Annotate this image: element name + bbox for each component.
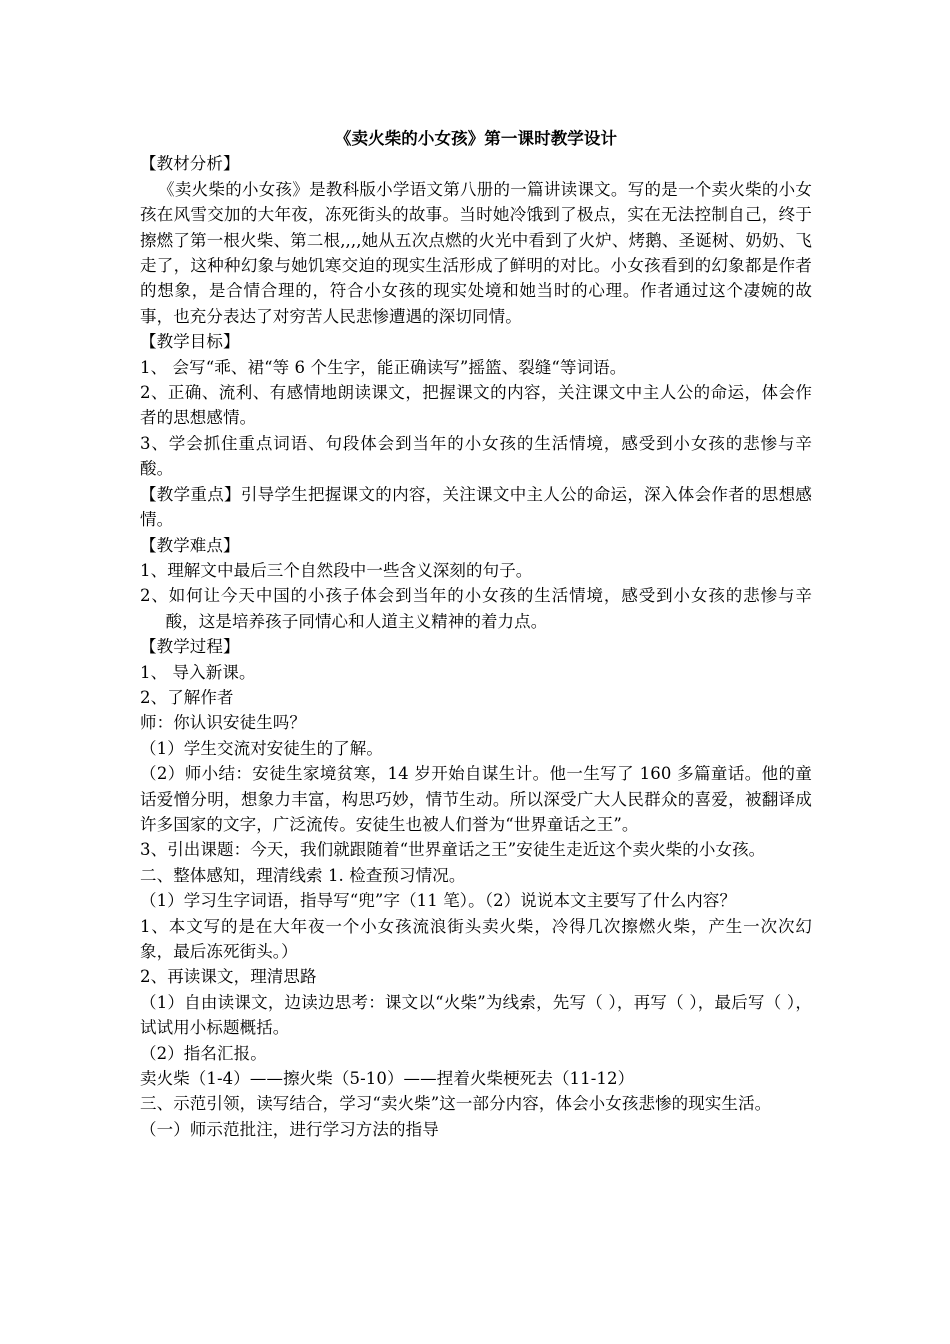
process-step-2: 2、了解作者 <box>140 687 234 707</box>
goal-item-3: 3、学会抓住重点词语、句段体会到当年的小女孩的生活情境，感受到小女孩的悲惨与辛酸。 <box>140 433 812 479</box>
section-heading-teaching-process: 【教学过程】 <box>140 637 240 657</box>
free-reading-task: （1）自由读课文，边读边思考：课文以“火柴”为线索，先写（ ），再写（ ），最后写（ ），试试用小标题概括。 <box>140 992 812 1038</box>
goal-item-1: 1、 会写“乖、裙“等 6 个生字，能正确读写”摇篮、裂缝“等词语。 <box>140 357 627 377</box>
document-page <box>140 126 812 1142</box>
material-analysis-text: 《卖火柴的小女孩》是教科版小学语文第八册的一篇讲读课文。写的是一个卖火柴的小女孩在风雪交加的大年夜，冻死街头的故事。当时她冷饿到了极点，实在无法控制自己，终于擦燃了第一根火柴、第二根,,,,她从五次点燃的火光中看到了火炉、烤鹅、圣诞树、奶奶、飞走了，这种种幻象与她饥寒交迫的现实生活形成了鲜明的对比。小女孩看到的幻象都是作者的想象，是合情合理的，符合小女孩的现实处境和她当时的心理。作者通过这个凄婉的故事，也充分表达了对穷苦人民悲惨遭遇的深切同情。 <box>140 179 812 326</box>
section-teaching-focus: 【教学重点】引导学生把握课文的内容，关注课文中主人公的命运，深入体会作者的思想感情。 <box>140 484 812 530</box>
report-step: （2）指名汇报。 <box>140 1043 267 1063</box>
difficulty-item-1: 1、理解文中最后三个自然段中一些含义深刻的句子。 <box>140 560 533 580</box>
part-two-heading: 二、整体感知，理清线索 1. 检查预习情况。 <box>140 865 466 885</box>
story-outline: 卖火柴（1-4）——擦火柴（5-10）——捏着火柴梗死去（11-12） <box>140 1069 635 1089</box>
part-three-heading: 三、示范引领，读写结合，学习“卖火柴”这一部分内容，体会小女孩悲惨的现实生活。 <box>140 1094 772 1114</box>
process-step-3: 3、引出课题：今天，我们就跟随着“世界童话之王”安徒生走近这个卖火柴的小女孩。 <box>140 840 766 860</box>
document-title: 《卖火柴的小女孩》第一课时教学设计 <box>334 129 618 148</box>
demo-annotation-step: （一）师示范批注，进行学习方法的指导 <box>140 1119 439 1139</box>
content-summary: 1、本文写的是在大年夜一个小女孩流浪街头卖火柴，冷得几次擦燃火柴，产生一次次幻象，最后冻死街头。） <box>140 916 812 961</box>
teacher-summary: （2）师小结：安徒生家境贫寒，14 岁开始自谋生计。他一生写了 160 多篇童话。他的童话爱憎分明，想象力丰富，构思巧妙，情节生动。所以深受广大人民群众的喜爱，被翻译成许多国家的文字，广泛流传。安徒生也被人们誉为“世界童话之王”。 <box>140 764 812 834</box>
student-exchange: （1）学生交流对安徒生的了解。 <box>140 738 383 758</box>
preview-check: （1）学习生字词语，指导写“兜”字（11 笔）。（2）说说本文主要写了什么内容？ <box>140 891 737 911</box>
section-heading-teaching-goals: 【教学目标】 <box>140 332 240 352</box>
goal-item-2: 2、正确、流利、有感情地朗读课文，把握课文的内容，关注课文中主人公的命运，体会作者的思想感情。 <box>140 383 812 428</box>
section-heading-material-analysis: 【教材分析】 <box>140 154 240 174</box>
reread-step: 2、再读课文，理清思路 <box>140 967 317 987</box>
process-step-1: 1、 导入新课。 <box>140 662 256 682</box>
difficulty-item-2: 2、如何让今天中国的小孩子体会到当年的小女孩的生活情境，感受到小女孩的悲惨与辛酸，这是培养孩子同情心和人道主义精神的着力点。 <box>140 586 812 631</box>
teacher-question: 师：你认识安徒生吗？ <box>140 713 306 733</box>
section-heading-teaching-difficulty: 【教学难点】 <box>140 535 240 555</box>
